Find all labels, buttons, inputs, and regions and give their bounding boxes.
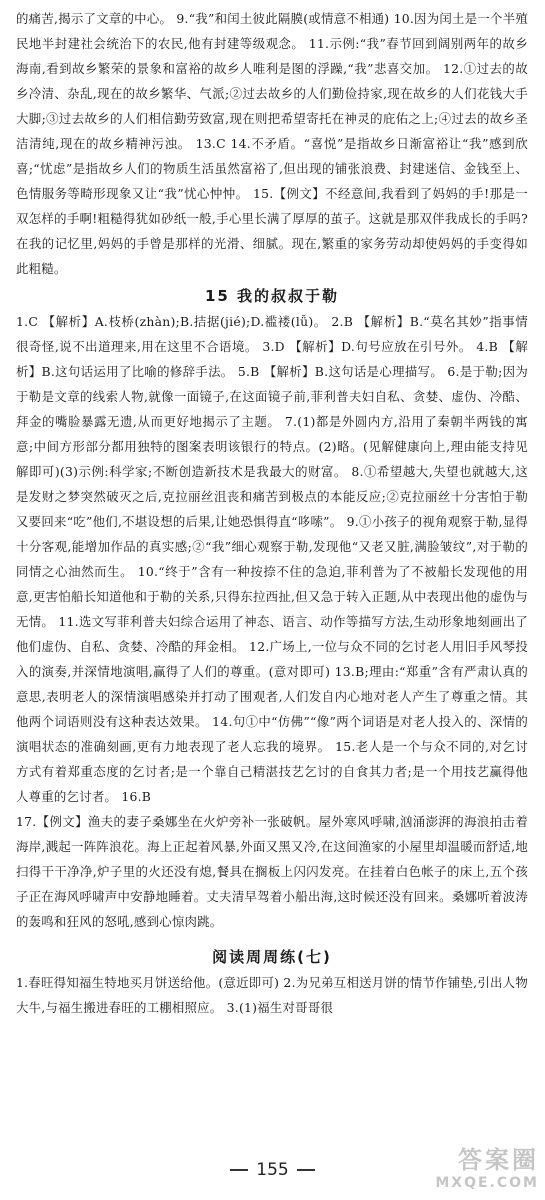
watermark-logo — [419, 1146, 539, 1198]
section-3-text: 1.春旺得知福生特地买月饼送给他。(意近即可) 2.为兄弟互相送月饼的情节作铺垫,引出人物大牛,与福生搬进春旺的工棚相照应。 3.(1)福生对哥哥很 — [16, 975, 528, 1015]
answer-page — [16, 6, 528, 1020]
section-3-title: 阅读周周练(七) — [212, 948, 332, 966]
footer-dash-right — [297, 1169, 315, 1171]
watermark-line-2: MXQE.COM — [435, 1175, 539, 1191]
watermark-line-1: 答案圈 — [458, 1146, 539, 1174]
footer-dash-left — [230, 1169, 248, 1171]
section-1-text: 的痛苦,揭示了文章的中心。 9.“我”和闰土彼此隔膜(或情意不相通) 10.因为闰土是一个半殖民地半封建社会统治下的农民,他有封建等级观念。 11.示例:“我”春节回到阔别两年的故乡海南,看到故乡繁荣的景象和富裕的故乡人唯利是图的浮躁,“我”悲喜交加。 12.①过去的故乡冷清、杂乱,现在的故乡繁华、气派;②过去故乡的人们勤俭持家,现在故乡的人们花钱大手大脚;③过去故乡的人们相信勤劳致富,现在则把希望寄托在神灵的庇佑之上;④过去的故乡圣洁清纯,现在的故乡精神污浊。 13.C 14.不矛盾。“喜悦”是指故乡日渐富裕让“我”感到欣喜;“忧虑”是指故乡人们的物质生活虽然富裕了,但出现的铺张浪费、封建迷信、金钱至上、色情服务等畸形现象又让“我”忧心忡忡。 15.【例文】不经意间,我看到了妈妈的手!那是一双怎样的手啊!粗糙得犹如砂纸一般,手心里长满了厚厚的茧子。这就是那双伴我成长的手吗?在我的记忆里,妈妈的手曾是那样的光滑、细腻。现在,繁重的家务劳动却使妈妈的手变得如此粗糙。 — [16, 11, 528, 276]
section-2-text: 1.C 【解析】A.枝桥(zhàn);B.拮据(jié);D.褴褛(lǚ)。 2.B 【解析】B.“莫名其妙”指事情很奇怪,说不出道理来,用在这里不合语境。 3.D 【解析】D.句号应放在引号外。 4.B 【解析】B.这句话运用了比喻的修辞手法。 5.B 【解析】B.这句话是心理描写。 6.是于勒;因为于勒是文章的线索人物,就像一面镜子,在这面镜子前,菲利普夫妇自私、贪婪、虚伪、冷酷、拜金的嘴脸暴露无遗,从而更好地揭示了主题。 7.(1)都是外圆内方,沿用了秦朝半两钱的寓意;中间方形部分都用独特的图案表明该银行的特点。(2)略。(见解健康向上,理由能支持见解即可)(3)示例:科学家;不断创造新技术是我最大的财富。 8.①希望越大,失望也就越大,这是发财之梦突然破灭之后,克拉丽丝沮丧和痛苦到极点的本能反应;②克拉丽丝十分害怕于勒又要回来“吃”他们,不堪设想的后果,让她恐惧得直“哆嗦”。 9.①小孩子的视角观察于勒,显得十分客观,能增加作品的真实感;②“我”细心观察于勒,发现他“又老又脏,满脸皱纹”,对于勒的同情之心油然而生。 10.“终于”含有一种按捺不住的急迫,菲利普为了不被船长发现他的用意,更害怕船长知道他和于勒的关系,只得东拉西扯,但又急于转入正题,从中表现出他的虚伪与无情。 11.选文写菲利普夫妇综合运用了神态、语言、动作等描写方法,生动形象地刻画出了他们虚伪、自私、贪婪、冷酷的拜金相。 12.广场上,一位与众不同的乞讨老人用旧手风琴投入的演奏,并深情地演唱,赢得了人们的尊重。(意对即可) 13.B;理由:“郑重”含有严肃认真的意思,表明老人的深情演唱感染并打动了围观者,人们发自内心地对老人产生了尊重之情。其他两个词语则没有这种表达效果。 14.句①中“仿佛”“像”两个词语是对老人投入的、深情的演唱状态的准确刻画,更有力地表现了老人忘我的境界。 15.老人是一个与众不同的,对乞讨方式有着郑重态度的乞讨者;是一个靠自己精湛技艺乞讨的自食其力者;是一个用技艺赢得他人尊重的乞讨者。 16.B 17.【例文】渔夫的妻子桑娜坐在火炉旁补一张破帆。屋外寒风呼啸,汹涌澎湃的海浪拍击着海岸,溅起一阵阵浪花。海上正起着风暴,外面又黑又冷,在这间渔家的小屋里却温暖而舒适,地扫得干干净净,炉子里的火还没有熄,餐具在搁板上闪闪发亮。在挂着白色帐子的床上,五个孩子正在海风呼啸声中安静地睡着。丈夫清早驾着小船出海,这时候还没有回来。桑娜听着波涛的轰鸣和狂风的怒吼,感到心惊肉跳。 — [16, 314, 528, 929]
page-number: 155 — [256, 1160, 289, 1180]
section-2-title: 15 我的叔叔于勒 — [204, 287, 340, 305]
